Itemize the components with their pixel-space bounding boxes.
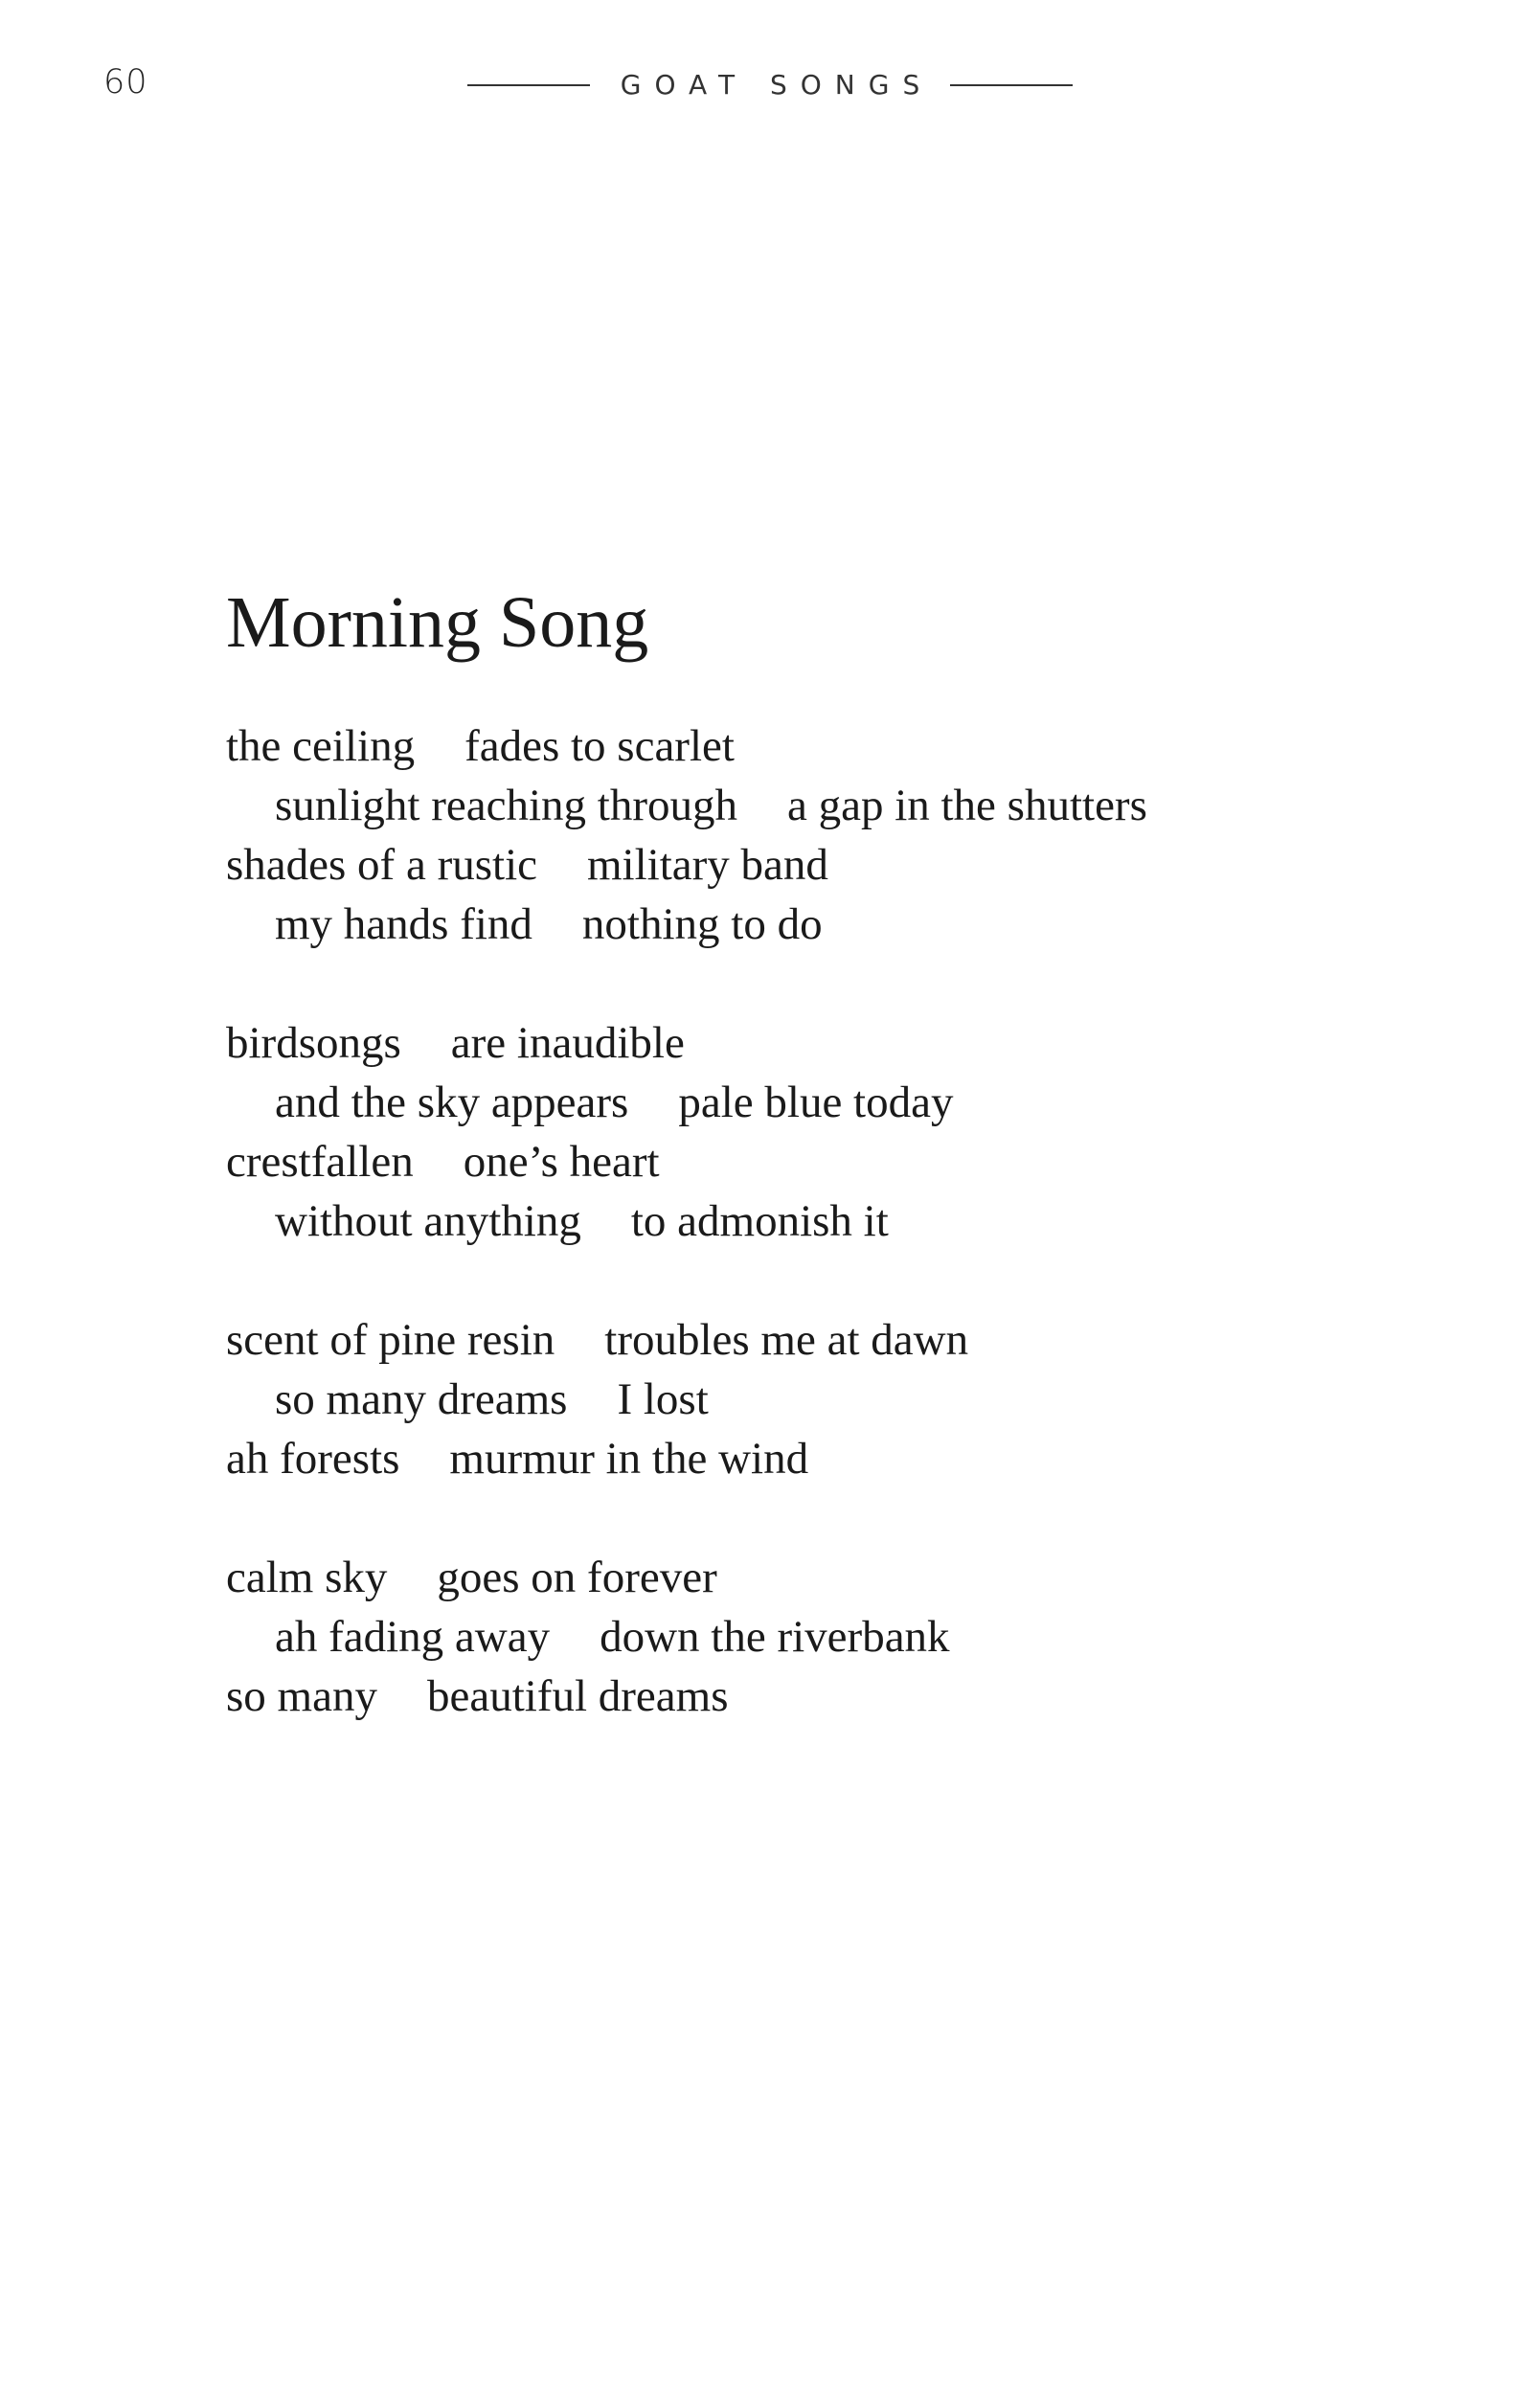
poem-title: Morning Song <box>226 582 649 663</box>
line-phrase-a: my hands find <box>275 899 532 950</box>
poem-line <box>226 776 1375 835</box>
line-phrase-a: the ceiling <box>226 721 416 772</box>
line-phrase-a: scent of pine resin <box>226 1315 555 1366</box>
line-phrase-b: to admonish it <box>630 1196 889 1247</box>
line-phrase-b: fades to scarlet <box>464 721 735 772</box>
line-phrase-b: pale blue today <box>678 1077 954 1128</box>
poem <box>226 579 1375 1785</box>
poem-line <box>226 1191 1375 1251</box>
poem-line <box>226 1429 1375 1488</box>
header-rule-right <box>950 84 1073 86</box>
running-header <box>0 69 1540 101</box>
poem-line <box>226 1667 1375 1726</box>
line-phrase-a: so many <box>226 1671 377 1722</box>
line-phrase-b: troubles me at dawn <box>604 1315 969 1366</box>
line-phrase-b: one’s heart <box>463 1137 660 1188</box>
line-phrase-b: I lost <box>617 1374 709 1425</box>
poem-line <box>226 895 1375 954</box>
line-phrase-b: nothing to do <box>581 899 823 950</box>
running-title: GOAT SONGS <box>620 69 934 101</box>
line-phrase-a: so many dreams <box>275 1374 568 1425</box>
line-phrase-b: a gap in the shutters <box>786 781 1147 831</box>
poem-line <box>226 1132 1375 1191</box>
line-phrase-a: ah forests <box>226 1434 400 1485</box>
line-phrase-b: beautiful dreams <box>426 1671 729 1722</box>
line-phrase-a: sunlight reaching through <box>275 781 737 831</box>
poem-line <box>226 1370 1375 1429</box>
line-phrase-a: and the sky appears <box>275 1077 629 1128</box>
stanza <box>226 1548 1375 1726</box>
poem-line <box>226 716 1375 776</box>
line-phrase-a: without anything <box>275 1196 581 1247</box>
line-phrase-b: are inaudible <box>450 1018 685 1069</box>
line-phrase-a: ah fading away <box>275 1612 551 1663</box>
poem-line <box>226 835 1375 895</box>
line-phrase-a: birdsongs <box>226 1018 401 1069</box>
line-phrase-b: goes on forever <box>437 1553 717 1603</box>
line-phrase-a: crestfallen <box>226 1137 414 1188</box>
line-phrase-b: military band <box>586 840 828 891</box>
line-phrase-a: calm sky <box>226 1553 388 1603</box>
header-rule-left <box>467 84 590 86</box>
poem-line <box>226 1073 1375 1132</box>
stanza <box>226 716 1375 954</box>
stanza <box>226 1310 1375 1488</box>
poem-line <box>226 1607 1375 1667</box>
line-phrase-b: down the riverbank <box>600 1612 950 1663</box>
line-phrase-a: shades of a rustic <box>226 840 537 891</box>
page-number: 60 <box>103 63 148 102</box>
line-phrase-b: murmur in the wind <box>449 1434 809 1485</box>
poem-line <box>226 1013 1375 1073</box>
poem-line <box>226 1548 1375 1607</box>
stanza <box>226 1013 1375 1251</box>
poem-line <box>226 1310 1375 1370</box>
